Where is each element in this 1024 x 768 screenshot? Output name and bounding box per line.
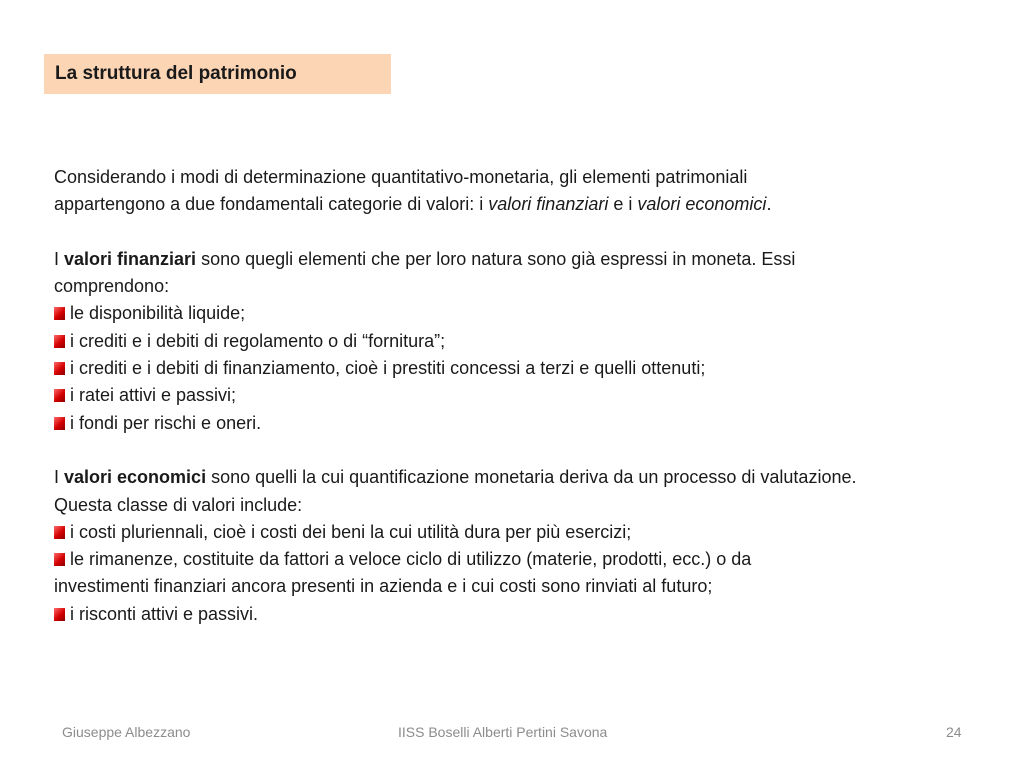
list-item-text: i crediti e i debiti di finanziamento, cioè i prestiti concessi a terzi e quelli ottenuti; — [70, 358, 706, 379]
bullet-square-icon — [54, 553, 65, 566]
list-item — [54, 601, 984, 628]
bullet-square-icon — [54, 417, 65, 430]
list-item — [54, 382, 984, 409]
list-item — [54, 355, 984, 382]
slide-content — [54, 164, 984, 628]
list-item-text: i risconti attivi e passivi. — [70, 603, 259, 624]
economic-line-2: Questa classe di valori include: — [54, 494, 303, 515]
intro-term-financial: valori finanziari — [488, 194, 609, 215]
financial-paragraph — [54, 246, 984, 301]
footer-school: IISS Boselli Alberti Pertini Savona — [398, 724, 608, 740]
list-item-text: i costi pluriennali, cioè i costi dei beni la cui utilità dura per più esercizi; — [70, 521, 632, 542]
intro-line-2-suffix: . — [766, 194, 772, 215]
slide-title-box — [44, 54, 391, 94]
economic-description: sono quelli la cui quantificazione monetaria deriva da un processo di valutazione. — [206, 467, 857, 488]
intro-term-economic: valori economici — [637, 194, 767, 215]
list-item — [54, 519, 984, 546]
intro-line-2-mid: e i — [608, 194, 638, 215]
list-item — [54, 328, 984, 355]
list-item-text: le disponibilità liquide; — [70, 303, 246, 324]
financial-term: valori finanziari — [64, 248, 197, 269]
list-item — [54, 410, 984, 437]
slide-title: La struttura del patrimonio — [55, 63, 297, 84]
footer-page-number: 24 — [946, 724, 962, 740]
economic-paragraph — [54, 464, 984, 519]
bullet-square-icon — [54, 608, 65, 621]
list-item-text: i fondi per rischi e oneri. — [70, 412, 262, 433]
economic-lead: I — [54, 467, 65, 488]
financial-line-2: comprendono: — [54, 276, 170, 297]
intro-line-2-prefix: appartengono a due fondamentali categorie di valori: i — [54, 194, 489, 215]
bullet-square-icon — [54, 307, 65, 320]
economic-term: valori economici — [64, 467, 207, 488]
list-item — [54, 546, 984, 573]
list-item-text: i crediti e i debiti di regolamento o di “fornitura”; — [70, 330, 446, 351]
bullet-square-icon — [54, 335, 65, 348]
paragraph-gap — [54, 219, 984, 246]
bullet-square-icon — [54, 362, 65, 375]
intro-paragraph — [54, 164, 984, 219]
bullet-square-icon — [54, 389, 65, 402]
list-item-text: i ratei attivi e passivi; — [70, 385, 237, 406]
list-item-text: le rimanenze, costituite da fattori a veloce ciclo di utilizzo (materie, prodotti, ecc.) o da — [70, 549, 752, 570]
bullet-square-icon — [54, 526, 65, 539]
financial-description: sono quegli elementi che per loro natura sono già espressi in moneta. Essi — [196, 248, 796, 269]
list-item-continuation: investimenti finanziari ancora presenti in azienda e i cui costi sono rinviati al futuro; — [54, 576, 713, 597]
paragraph-gap — [54, 437, 984, 464]
list-item — [54, 300, 984, 327]
financial-lead: I — [54, 248, 65, 269]
footer-author: Giuseppe Albezzano — [62, 724, 191, 740]
intro-line-1: Considerando i modi di determinazione quantitativo-monetaria, gli elementi patrimoniali — [54, 167, 748, 187]
